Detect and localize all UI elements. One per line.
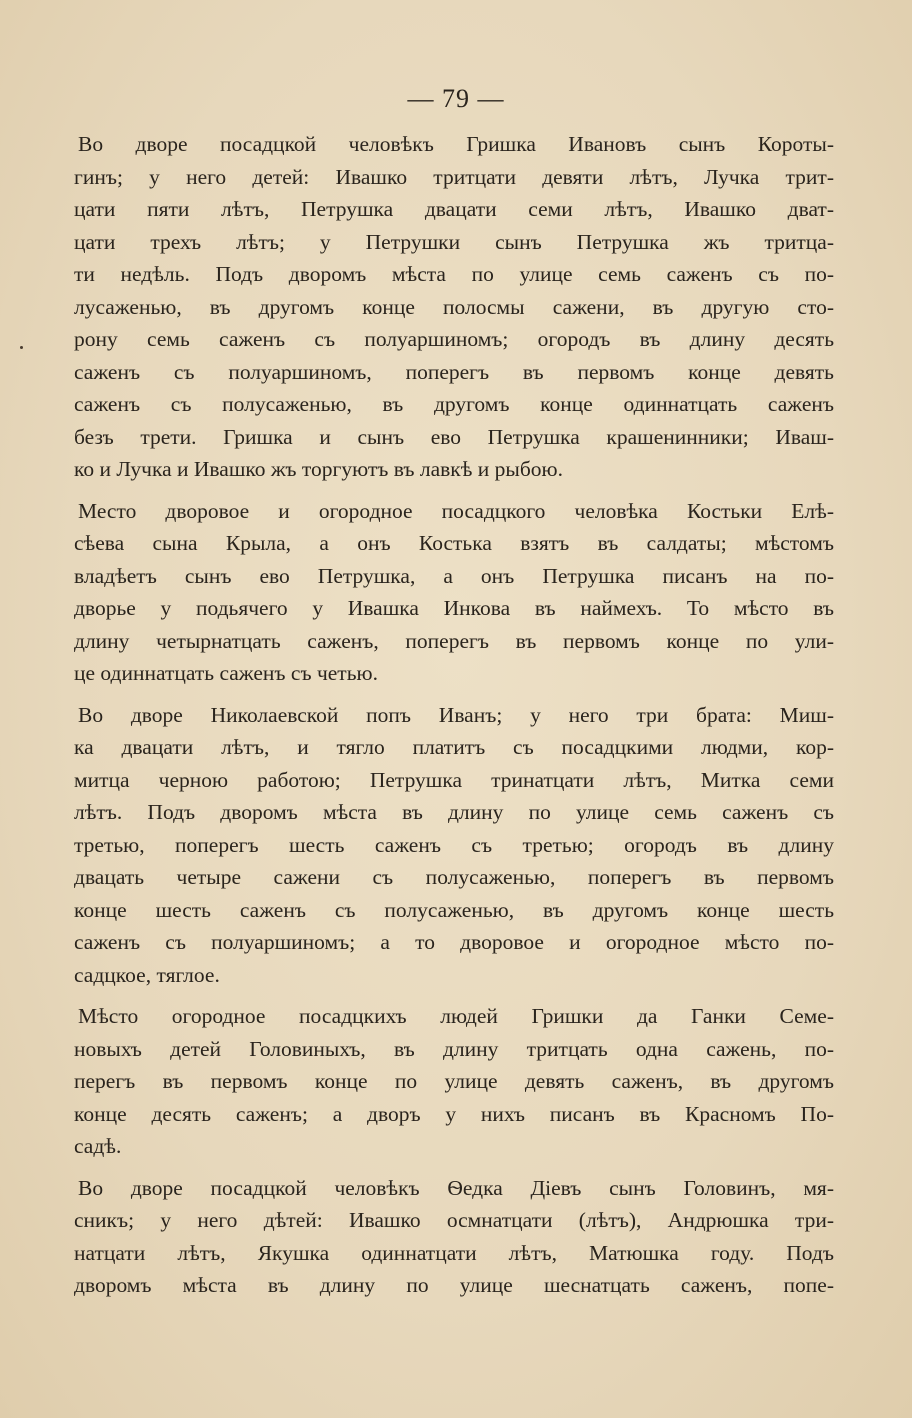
text-line: сникъ; у него дѣтей: Ивашко осмнатцати (лѣтъ), Андрюшка три- (74, 1208, 834, 1232)
text-line: саженъ съ полуаршиномъ; а то дворовое и огородное мѣсто по- (74, 930, 834, 954)
text-line: конце шесть саженъ съ полусаженью, въ другомъ конце шесть (74, 897, 834, 922)
text-line: садцкое, тяглое. (74, 962, 220, 987)
text-line: лусаженью, въ другомъ конце полосмы сажени, въ другую сто- (74, 294, 834, 319)
text-line: гинъ; у него детей: Ивашко тритцати девяти лѣтъ, Лучка трит- (74, 164, 834, 189)
text-line: безъ трети. Гришка и сынъ ево Петрушка крашенинники; Иваш- (74, 424, 834, 449)
text-line: Мѣсто огородное посадцкихъ людей Гришки да Ганки Семе- (78, 1004, 834, 1028)
text-line: перегъ въ первомъ конце по улице девять саженъ, въ другомъ (74, 1069, 834, 1093)
text-line: двацать четыре сажени съ полусаженью, поперегъ въ первомъ (74, 865, 834, 889)
page-number: — 79 — (407, 84, 505, 113)
paragraph (74, 699, 834, 992)
text-line: садѣ. (74, 1134, 122, 1158)
paragraph (74, 1000, 834, 1163)
text-line: дворомъ мѣста въ длину по улице шеснатцать саженъ, попе- (74, 1273, 834, 1297)
text-line: ка двацати лѣтъ, и тягло платитъ съ посадцкими людми, кор- (74, 735, 834, 759)
paragraph (74, 495, 834, 690)
margin-speck (20, 346, 23, 349)
text-line: Во дворе посадцкой человѣкъ Ѳедка Діевъ сынъ Головинъ, мя- (78, 1175, 834, 1200)
text-line: рону семь саженъ съ полуаршиномъ; огородъ въ длину десять (74, 327, 834, 351)
text-line: дворье у подьячего у Ивашка Инкова въ наймехъ. То мѣсто въ (74, 596, 834, 620)
text-line: третью, поперегъ шесть саженъ съ третью; огородъ въ длину (74, 832, 834, 857)
text-line: владѣетъ сынъ ево Петрушка, а онъ Петрушка писанъ на по- (74, 563, 834, 588)
text-line: Во дворе Николаевской попъ Иванъ; у него три брата: Миш- (78, 702, 834, 727)
text-line: лѣтъ. Подъ дворомъ мѣста въ длину по улице семь саженъ съ (74, 800, 834, 824)
text-line: новыхъ детей Головиныхъ, въ длину тритцать одна сажень, по- (74, 1036, 834, 1061)
text-line: це одиннатцать саженъ съ четью. (74, 661, 378, 685)
text-line: ти недѣль. Подъ дворомъ мѣста по улице семь саженъ съ по- (74, 262, 834, 286)
text-line: цати трехъ лѣтъ; у Петрушки сынъ Петрушка жъ тритца- (74, 229, 834, 254)
text-line: ко и Лучка и Ивашко жъ торгуютъ въ лавкѣ и рыбою. (74, 457, 563, 481)
text-line: сѣева сына Крыла, а онъ Костька взятъ въ салдаты; мѣстомъ (74, 531, 834, 555)
text-line: цати пяти лѣтъ, Петрушка двацати семи лѣтъ, Ивашко дват- (74, 197, 834, 221)
text-line: Место дворовое и огородное посадцкого человѣка Костьки Елѣ- (78, 498, 834, 523)
text-line: саженъ съ полусаженью, въ другомъ конце одиннатцать саженъ (74, 392, 834, 416)
text-line: Во дворе посадцкой человѣкъ Гришка Ивановъ сынъ Короты- (78, 132, 834, 156)
paragraph (74, 128, 834, 486)
text-line: конце десять саженъ; а дворъ у нихъ писанъ въ Красномъ По- (74, 1101, 834, 1126)
page-text (74, 128, 834, 1311)
text-line: саженъ съ полуаршиномъ, поперегъ въ первомъ конце девять (74, 359, 834, 384)
text-line: длину четырнатцать саженъ, поперегъ въ первомъ конце по ули- (74, 628, 834, 653)
paragraph (74, 1172, 834, 1302)
text-line: натцати лѣтъ, Якушка одиннатцати лѣтъ, Матюшка году. Подъ (74, 1240, 834, 1265)
text-line: митца черною работою; Петрушка тринатцати лѣтъ, Митка семи (74, 767, 834, 792)
